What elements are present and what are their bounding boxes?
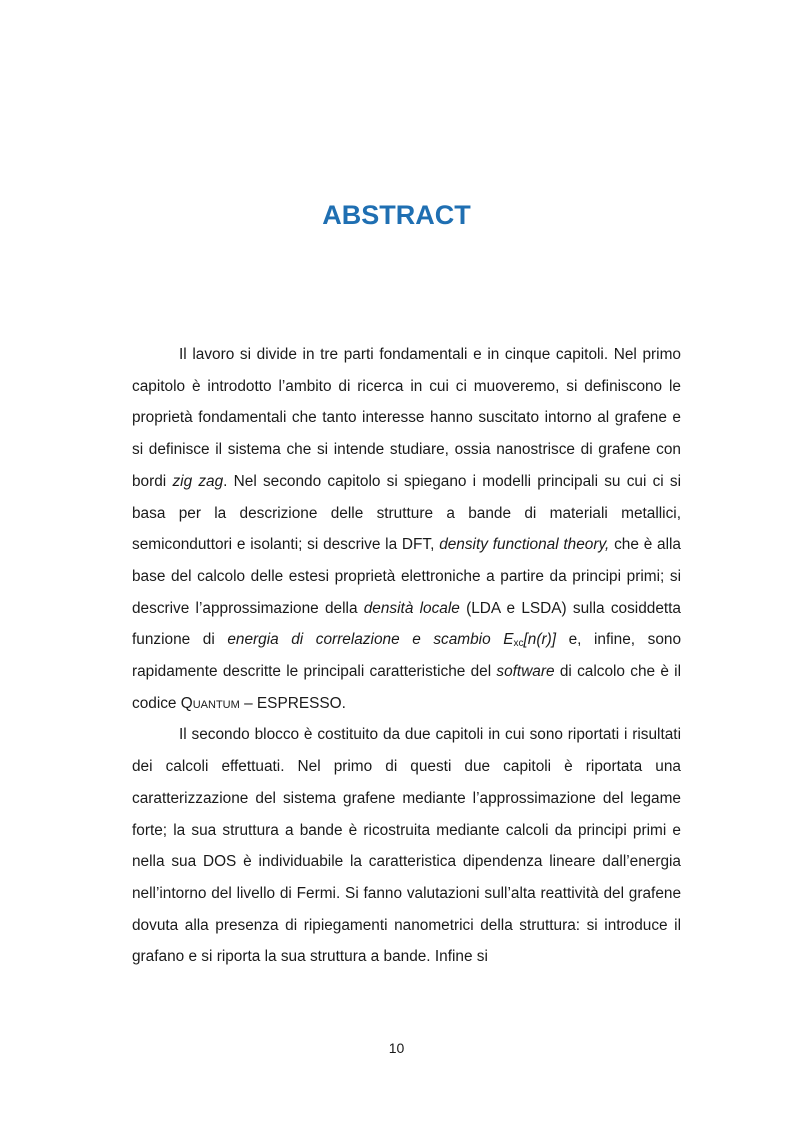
subscript-xc: xc bbox=[513, 638, 524, 650]
small-caps-run: Quantum bbox=[180, 694, 240, 712]
text-run: e, infine, sono rapidamente descritte le principali caratteristiche del bbox=[132, 631, 681, 681]
page-number: 10 bbox=[388, 1040, 405, 1056]
text-run: (LDA e LSDA) sulla cosiddetta funzione di bbox=[132, 599, 681, 649]
italic-run: zig zag bbox=[172, 472, 224, 490]
italic-run: densità locale bbox=[363, 599, 460, 617]
page-title: ABSTRACT bbox=[322, 200, 471, 230]
italic-run: density functional theory, bbox=[439, 536, 610, 554]
text-run: – ESPRESSO. bbox=[239, 694, 346, 712]
paragraph-1 bbox=[132, 339, 681, 719]
text-run: di calcolo che è il codice bbox=[132, 663, 681, 712]
text-run: che è alla base del calcolo delle estesi proprietà elettroniche a partire da principi primi; si descrive l’approssimazione della bbox=[132, 536, 681, 617]
italic-run: energia di correlazione e scambio E bbox=[227, 631, 514, 649]
text-run: . Nel secondo capitolo si spiegano i modelli principali su cui ci si basa per la descrizione delle strutture a bande di materiali metallici, semiconduttori e isolanti; si descrive la DFT, bbox=[132, 472, 682, 554]
paragraph-2: Il secondo blocco è costituito da due capitoli in cui sono riportati i risultati dei calcoli effettuati. Nel primo di questi due capitoli è riportata una caratterizzazione del sistema grafene mediante l’approssimazione del legame forte; la sua struttura a bande è ricostruita mediante calcoli da principi primi e nella sua DOS è individuabile la caratteristica dipendenza lineare dall’energia nell’intorno del livello di Fermi. Si fanno valutazioni sull’alta reattività del grafene dovuta alla presenza di ripiegamenti nanometrici della struttura: si introduce il grafano e si riporta la sua struttura a bande. Infine si bbox=[132, 726, 681, 966]
italic-run: [n(r)] bbox=[523, 631, 556, 649]
italic-run: software bbox=[496, 663, 555, 681]
abstract-body bbox=[132, 339, 681, 973]
text-run: Il lavoro si divide in tre parti fondamentali e in cinque capitoli. Nel primo capitolo è introdotto l’ambito di ricerca in cui ci muoveremo, si definiscono le proprietà fondamentali che tanto interesse hanno suscitato intorno al grafene e si definisce il sistema che si intende studiare, ossia nanostrisce di grafene con bordi bbox=[132, 346, 681, 490]
